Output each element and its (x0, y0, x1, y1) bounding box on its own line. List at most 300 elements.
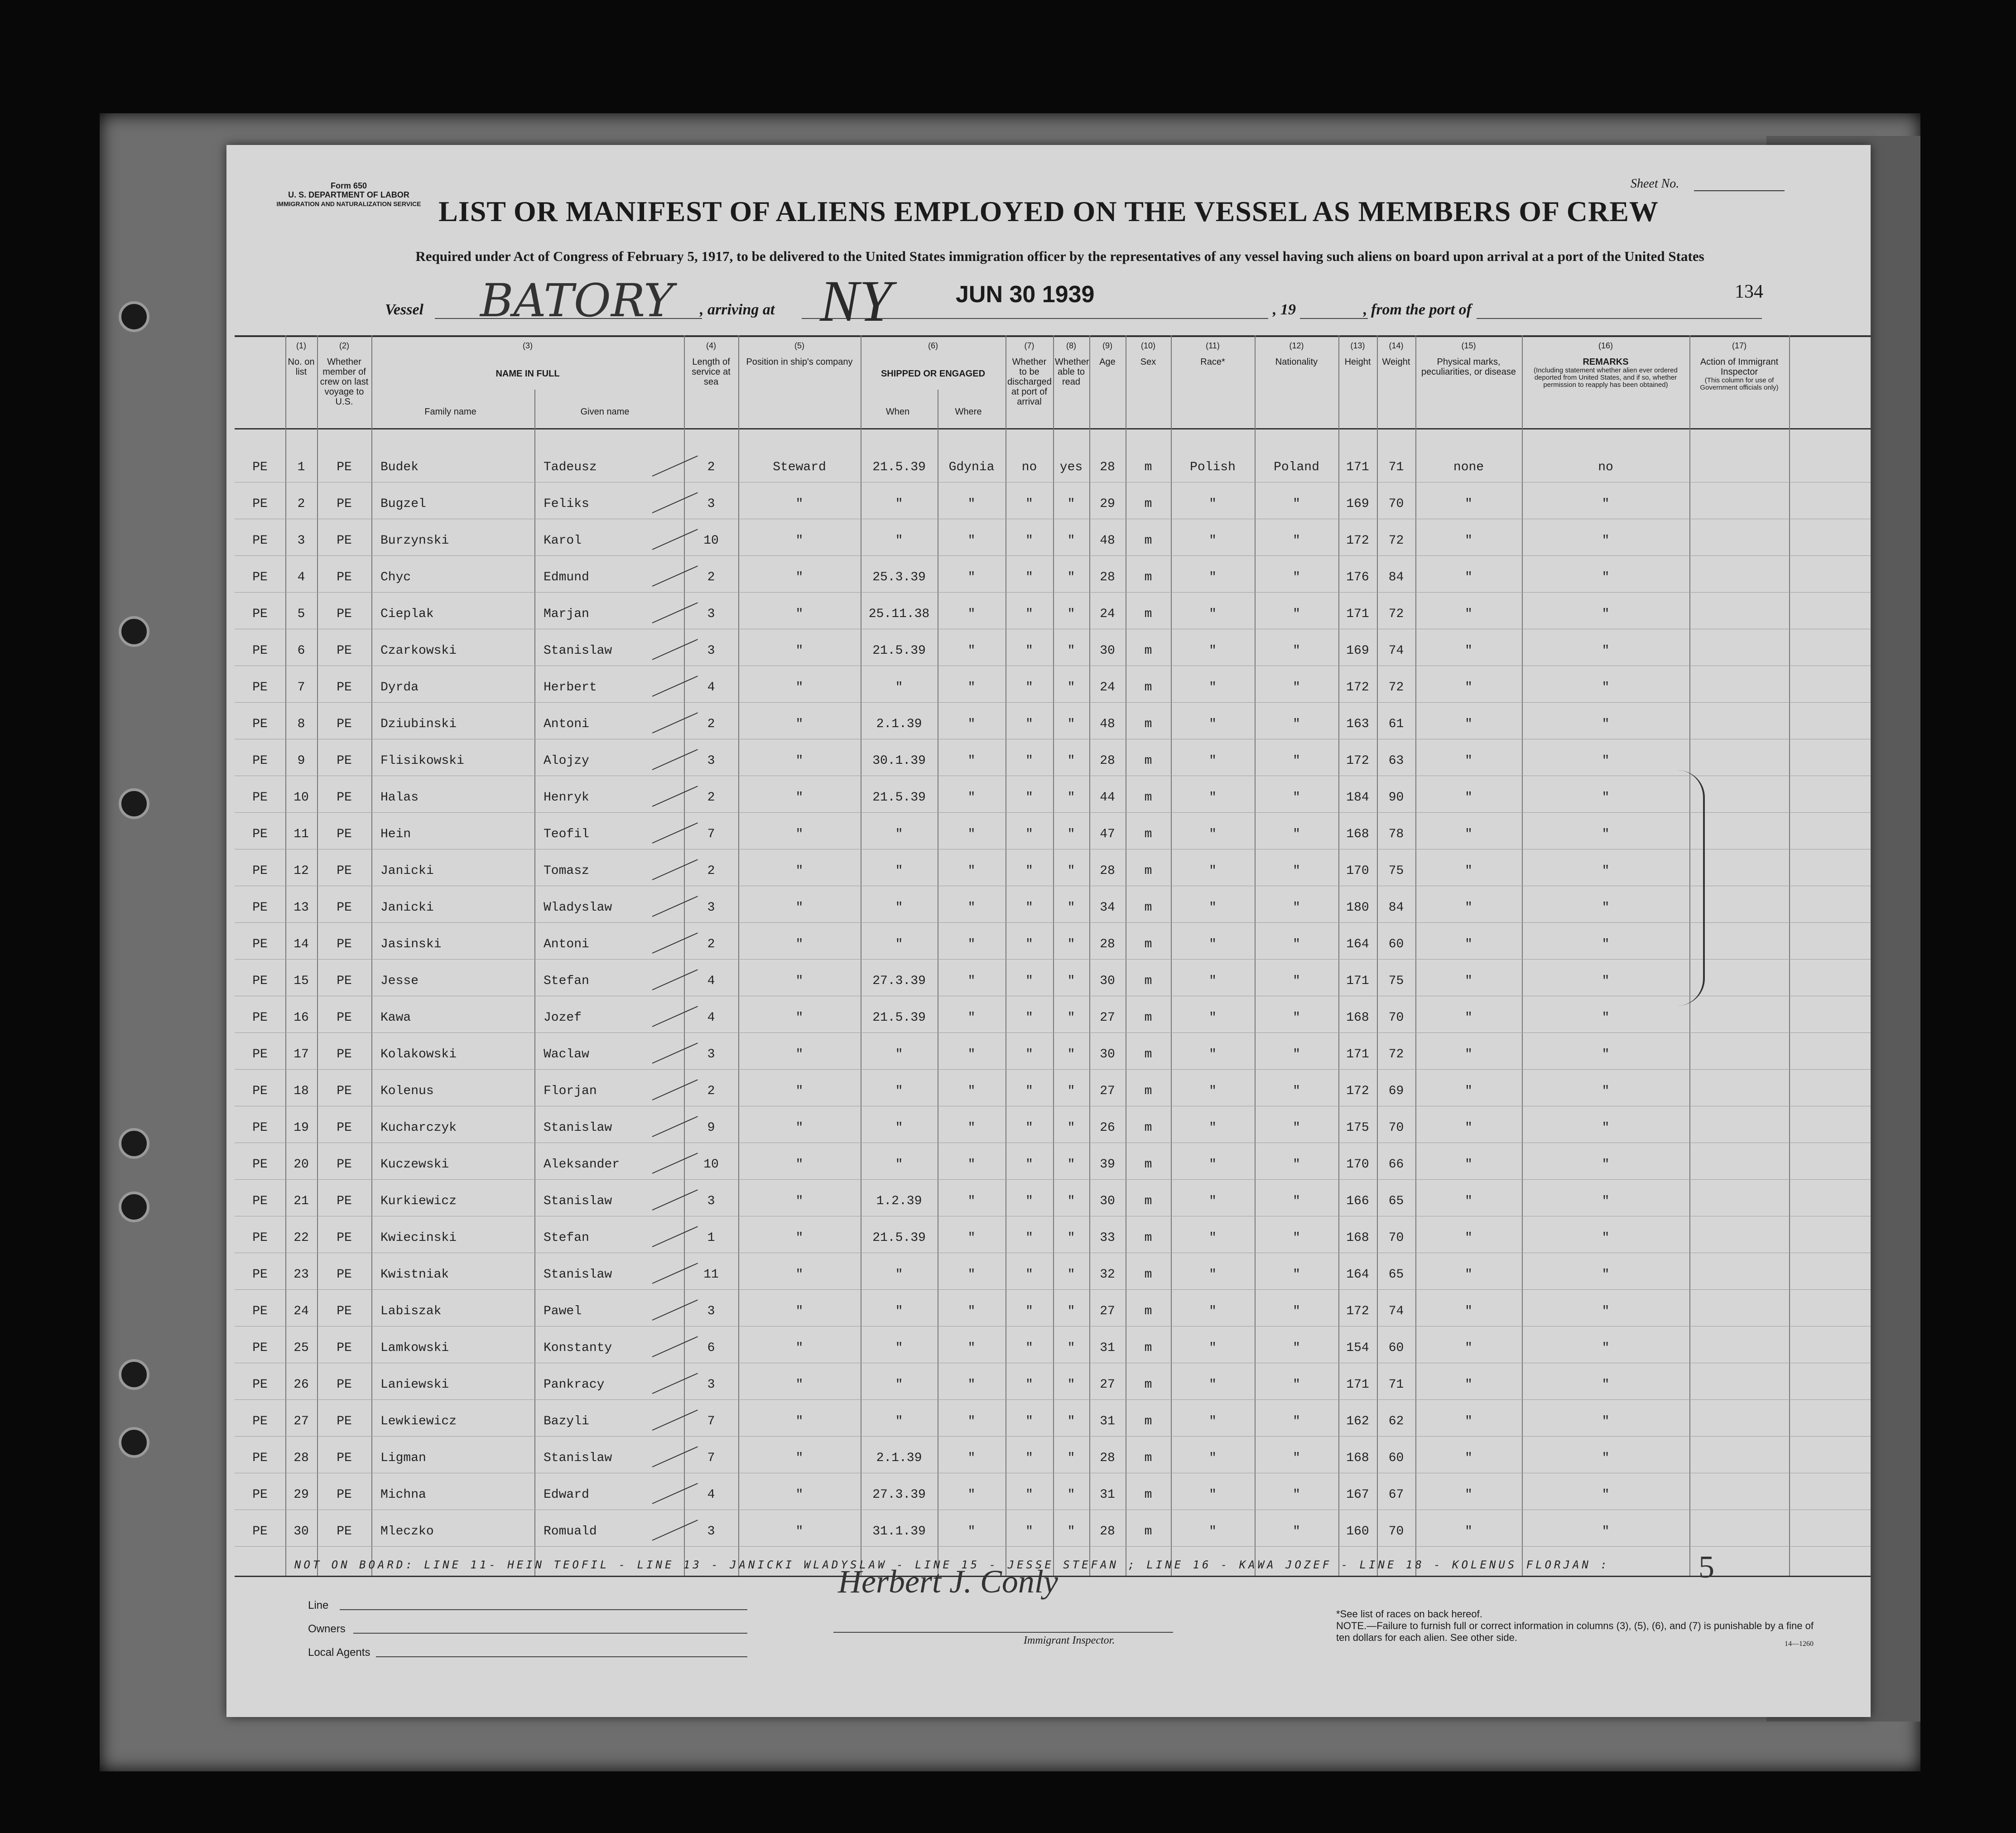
cell-when: " (895, 1304, 903, 1318)
cell-height: 162 (1346, 1414, 1369, 1428)
cell-where: " (967, 644, 976, 658)
cell-given: Pawel (544, 1304, 582, 1318)
column-header (740, 341, 859, 367)
cell-no: 22 (293, 1231, 309, 1245)
cell-sex: m (1144, 1304, 1152, 1318)
cell-height: 168 (1346, 827, 1369, 841)
column-header (1691, 341, 1787, 391)
column-label: Length of service at sea (692, 357, 731, 387)
cell-nationality: " (1293, 937, 1300, 951)
table-row (235, 812, 1871, 813)
cell-prev: PE (337, 680, 352, 695)
cell-no: 2 (297, 497, 305, 511)
cell-prev: PE (337, 1414, 352, 1428)
cell-service: 2 (707, 460, 715, 474)
cell-when: 25.11.38 (868, 607, 930, 621)
cell-race: " (1209, 534, 1217, 548)
cell-read: " (1067, 1084, 1075, 1098)
punch-hole-icon (119, 616, 149, 647)
cell-mark: PE (252, 1011, 268, 1025)
cell-prev: PE (337, 570, 352, 584)
cell-given: Tadeusz (544, 460, 597, 474)
cell-sex: m (1144, 827, 1152, 841)
cell-prev: PE (337, 827, 352, 841)
cell-marks: " (1465, 1304, 1472, 1318)
sheet-number-label: Sheet No. (1631, 177, 1679, 191)
line-label: Line (308, 1599, 329, 1611)
cell-no: 3 (297, 534, 305, 548)
cell-race: " (1209, 1011, 1217, 1025)
cell-given: Stanislaw (544, 1194, 612, 1208)
signature-line (833, 1632, 1173, 1633)
cell-read: " (1067, 1047, 1075, 1061)
cell-position: " (795, 644, 804, 658)
cell-prev: PE (337, 1011, 352, 1025)
cell-when: " (895, 534, 903, 548)
cell-given: Teofil (544, 827, 589, 841)
cell-height: 172 (1346, 534, 1369, 548)
column-note: (This column for use of Government officials only) (1700, 376, 1779, 391)
cell-mark: PE (252, 1488, 268, 1502)
cell-weight: 74 (1388, 644, 1404, 658)
cell-no: 23 (293, 1268, 309, 1282)
cell-height: 171 (1346, 607, 1369, 621)
sub-column-label: Given name (580, 407, 630, 417)
cell-marks: " (1465, 680, 1472, 695)
cell-mark: PE (252, 754, 268, 768)
cell-position: " (795, 1268, 804, 1282)
cell-family: Chyc (380, 570, 411, 584)
cell-position: " (795, 1011, 804, 1025)
cell-position: " (795, 1084, 804, 1098)
cell-mark: PE (252, 570, 268, 584)
cell-when: " (895, 827, 903, 841)
cell-position: " (795, 717, 804, 731)
cell-read: " (1067, 1158, 1075, 1172)
cell-nationality: Poland (1274, 460, 1319, 474)
cell-position: " (795, 1231, 804, 1245)
cell-no: 25 (293, 1341, 309, 1355)
cell-age: 48 (1100, 534, 1115, 548)
cell-mark: PE (252, 1451, 268, 1465)
cell-position: " (795, 791, 804, 805)
cell-family: Czarkowski (380, 644, 457, 658)
cell-read: " (1067, 680, 1075, 695)
cell-family: Halas (380, 791, 419, 805)
column-number: (17) (1732, 341, 1747, 350)
cell-where: " (967, 1414, 976, 1428)
cell-age: 28 (1100, 570, 1115, 584)
cell-age: 28 (1100, 754, 1115, 768)
cell-height: 171 (1346, 1047, 1369, 1061)
cell-remarks: " (1602, 1231, 1610, 1245)
cell-sex: m (1144, 1524, 1152, 1539)
cell-remarks: " (1602, 607, 1610, 621)
cell-age: 31 (1100, 1341, 1115, 1355)
cell-nationality: " (1293, 864, 1300, 878)
cell-discharge: " (1025, 1341, 1033, 1355)
cell-no: 17 (293, 1047, 309, 1061)
cell-family: Bugzel (380, 497, 426, 511)
cell-read: " (1067, 1121, 1075, 1135)
cell-marks: " (1465, 570, 1472, 584)
punch-hole-icon (119, 1128, 149, 1159)
cell-prev: PE (337, 974, 352, 988)
cell-given: Antoni (544, 937, 589, 951)
cell-prev: PE (337, 1158, 352, 1172)
cell-family: Michna (380, 1488, 426, 1502)
table-row (235, 1436, 1871, 1437)
table-row (235, 922, 1871, 923)
cell-race: " (1209, 1194, 1217, 1208)
cell-marks: " (1465, 1158, 1472, 1172)
cell-discharge: " (1025, 607, 1033, 621)
cell-marks: " (1465, 1488, 1472, 1502)
cell-when: " (895, 1341, 903, 1355)
cell-age: 28 (1100, 1524, 1115, 1539)
cell-nationality: " (1293, 1488, 1300, 1502)
column-header (1524, 341, 1688, 389)
column-number: (9) (1102, 341, 1112, 350)
cell-family: Kwistniak (380, 1268, 449, 1282)
cell-no: 14 (293, 937, 309, 951)
cell-mark: PE (252, 1231, 268, 1245)
cell-position: " (795, 754, 804, 768)
cell-when: " (895, 1121, 903, 1135)
cell-weight: 90 (1388, 791, 1404, 805)
cell-sex: m (1144, 1011, 1152, 1025)
cell-remarks: " (1602, 864, 1610, 878)
arriving-label: , arriving at (700, 301, 775, 318)
cell-remarks: " (1602, 1451, 1610, 1465)
cell-given: Henryk (544, 791, 589, 805)
cell-remarks: " (1602, 1047, 1610, 1061)
cell-discharge: " (1025, 901, 1033, 915)
cell-prev: PE (337, 1268, 352, 1282)
cell-where: " (967, 570, 976, 584)
cell-service: 4 (707, 680, 715, 695)
cell-remarks: " (1602, 901, 1610, 915)
column-number: (16) (1598, 341, 1613, 350)
cell-height: 164 (1346, 937, 1369, 951)
cell-race: " (1209, 1084, 1217, 1098)
cell-discharge: " (1025, 1451, 1033, 1465)
cell-race: " (1209, 1304, 1217, 1318)
cell-service: 9 (707, 1121, 715, 1135)
cell-where: " (967, 1524, 976, 1539)
arriving-port-handwritten: NY (820, 269, 892, 334)
cell-when: 31.1.39 (872, 1524, 926, 1539)
table-row (235, 1546, 1871, 1547)
cell-service: 2 (707, 791, 715, 805)
cell-marks: " (1465, 534, 1472, 548)
cell-when: 21.5.39 (872, 791, 926, 805)
cell-sex: m (1144, 607, 1152, 621)
cell-age: 30 (1100, 974, 1115, 988)
cell-age: 33 (1100, 1231, 1115, 1245)
cell-nationality: " (1293, 901, 1300, 915)
cell-marks: " (1465, 644, 1472, 658)
cell-sex: m (1144, 1378, 1152, 1392)
cell-where: " (967, 1194, 976, 1208)
cell-mark: PE (252, 1121, 268, 1135)
cell-family: Jasinski (380, 937, 442, 951)
cell-weight: 75 (1388, 864, 1404, 878)
cell-discharge: no (1021, 460, 1037, 474)
cell-position: " (795, 1158, 804, 1172)
column-number: (12) (1289, 341, 1304, 350)
cell-prev: PE (337, 497, 352, 511)
cell-when: " (895, 937, 903, 951)
cell-mark: PE (252, 717, 268, 731)
cell-position: " (795, 1304, 804, 1318)
cell-sex: m (1144, 1121, 1152, 1135)
column-number: (3) (523, 341, 533, 350)
cell-where: " (967, 791, 976, 805)
cell-height: 164 (1346, 1268, 1369, 1282)
cell-weight: 70 (1388, 497, 1404, 511)
cell-family: Mleczko (380, 1524, 434, 1539)
cell-sex: m (1144, 717, 1152, 731)
cell-where: " (967, 717, 976, 731)
cell-height: 171 (1346, 974, 1369, 988)
column-header (1340, 341, 1375, 367)
cell-height: 180 (1346, 901, 1369, 915)
cell-nationality: " (1293, 1341, 1300, 1355)
cell-nationality: " (1293, 754, 1300, 768)
table-row (235, 1326, 1871, 1327)
cell-weight: 72 (1388, 1047, 1404, 1061)
cell-mark: PE (252, 1414, 268, 1428)
cell-no: 12 (293, 864, 309, 878)
cell-weight: 60 (1388, 1451, 1404, 1465)
cell-discharge: " (1025, 754, 1033, 768)
cell-given: Jozef (544, 1011, 582, 1025)
cell-nationality: " (1293, 791, 1300, 805)
cell-weight: 62 (1388, 1414, 1404, 1428)
cell-read: " (1067, 1194, 1075, 1208)
cell-prev: PE (337, 1047, 352, 1061)
table-row (235, 1289, 1871, 1290)
handwritten-tally: 5 (1698, 1550, 1714, 1585)
cell-where: " (967, 1488, 976, 1502)
cell-sex: m (1144, 1194, 1152, 1208)
cell-read: " (1067, 1304, 1075, 1318)
cell-discharge: " (1025, 680, 1033, 695)
cell-when: " (895, 901, 903, 915)
cell-nationality: " (1293, 1121, 1300, 1135)
cell-given: Bazyli (544, 1414, 589, 1428)
cell-marks: " (1465, 497, 1472, 511)
cell-service: 3 (707, 644, 715, 658)
cell-discharge: " (1025, 1121, 1033, 1135)
cell-prev: PE (337, 1378, 352, 1392)
cell-nationality: " (1293, 1378, 1300, 1392)
cell-remarks: " (1602, 754, 1610, 768)
cell-height: 172 (1346, 1084, 1369, 1098)
cell-no: 1 (297, 460, 305, 474)
cell-discharge: " (1025, 1268, 1033, 1282)
cell-sex: m (1144, 754, 1152, 768)
cell-weight: 71 (1388, 460, 1404, 474)
cell-prev: PE (337, 1121, 352, 1135)
cell-sex: m (1144, 497, 1152, 511)
cell-where: " (967, 607, 976, 621)
cell-read: yes (1059, 460, 1083, 474)
cell-when: " (895, 680, 903, 695)
cell-age: 28 (1100, 1451, 1115, 1465)
cell-read: " (1067, 827, 1075, 841)
column-label: Whether able to read (1055, 357, 1089, 387)
cell-service: 1 (707, 1231, 715, 1245)
cell-discharge: " (1025, 1231, 1033, 1245)
cell-read: " (1067, 901, 1075, 915)
cell-family: Cieplak (380, 607, 434, 621)
cell-no: 16 (293, 1011, 309, 1025)
cell-where: " (967, 497, 976, 511)
column-header (1007, 341, 1051, 407)
cell-when: " (895, 1268, 903, 1282)
cell-weight: 84 (1388, 901, 1404, 915)
cell-read: " (1067, 1378, 1075, 1392)
cell-age: 24 (1100, 680, 1115, 695)
cell-age: 34 (1100, 901, 1115, 915)
cell-when: 21.5.39 (872, 460, 926, 474)
cell-mark: PE (252, 534, 268, 548)
cell-no: 28 (293, 1451, 309, 1465)
cell-service: 11 (703, 1268, 719, 1282)
cell-nationality: " (1293, 827, 1300, 841)
cell-given: Wladyslaw (544, 901, 612, 915)
column-rule (371, 335, 372, 1577)
cell-marks: " (1465, 864, 1472, 878)
cell-read: " (1067, 717, 1075, 731)
cell-nationality: " (1293, 534, 1300, 548)
punch-hole-icon (119, 1427, 149, 1458)
cell-when: " (895, 1378, 903, 1392)
cell-weight: 63 (1388, 754, 1404, 768)
cell-nationality: " (1293, 680, 1300, 695)
form-number: Form 650 (330, 181, 367, 190)
cell-position: " (795, 1341, 804, 1355)
cell-nationality: " (1293, 1084, 1300, 1098)
cell-where: " (967, 1451, 976, 1465)
manifest-form (226, 145, 1871, 1717)
cell-when: 2.1.39 (876, 717, 922, 731)
cell-family: Laniewski (380, 1378, 449, 1392)
cell-nationality: " (1293, 1231, 1300, 1245)
service-name: IMMIGRATION AND NATURALIZATION SERVICE (276, 200, 421, 207)
cell-when: 27.3.39 (872, 1488, 926, 1502)
column-label: Action of Immigrant Inspector (1700, 357, 1779, 377)
cell-given: Stefan (544, 1231, 589, 1245)
cell-marks: " (1465, 1414, 1472, 1428)
cell-remarks: " (1602, 974, 1610, 988)
cell-when: " (895, 864, 903, 878)
cell-where: " (967, 1268, 976, 1282)
cell-family: Budek (380, 460, 419, 474)
cell-nationality: " (1293, 1194, 1300, 1208)
cell-race: " (1209, 497, 1217, 511)
cell-remarks: " (1602, 1341, 1610, 1355)
cell-read: " (1067, 534, 1075, 548)
handwritten-bracket (1676, 770, 1705, 1006)
cell-given: Pankracy (544, 1378, 605, 1392)
cell-family: Hein (380, 827, 411, 841)
cell-given: Stefan (544, 974, 589, 988)
cell-sex: m (1144, 1488, 1152, 1502)
cell-height: 176 (1346, 570, 1369, 584)
cell-race: " (1209, 1268, 1217, 1282)
cell-race: " (1209, 937, 1217, 951)
cell-marks: " (1465, 791, 1472, 805)
cell-age: 28 (1100, 460, 1115, 474)
column-header (862, 341, 1004, 417)
cell-race: " (1209, 1047, 1217, 1061)
cell-family: Jesse (380, 974, 419, 988)
cell-discharge: " (1025, 937, 1033, 951)
cell-prev: PE (337, 901, 352, 915)
punch-hole-icon (119, 301, 149, 332)
cell-remarks: " (1602, 1158, 1610, 1172)
cell-marks: " (1465, 1011, 1472, 1025)
punch-hole-icon (119, 1359, 149, 1390)
race-footnote: *See list of races on back hereof. (1336, 1608, 1482, 1620)
cell-mark: PE (252, 460, 268, 474)
cell-nationality: " (1293, 1047, 1300, 1061)
column-header (1173, 341, 1253, 367)
cell-race: " (1209, 644, 1217, 658)
cell-weight: 70 (1388, 1231, 1404, 1245)
form-code: 14—1260 (1785, 1640, 1814, 1648)
cell-nationality: " (1293, 974, 1300, 988)
cell-age: 28 (1100, 864, 1115, 878)
cell-given: Tomasz (544, 864, 589, 878)
cell-service: 3 (707, 1194, 715, 1208)
cell-no: 30 (293, 1524, 309, 1539)
cell-prev: PE (337, 717, 352, 731)
cell-mark: PE (252, 1194, 268, 1208)
cell-no: 9 (297, 754, 305, 768)
cell-race: " (1209, 827, 1217, 841)
local-agents-label: Local Agents (308, 1646, 370, 1659)
column-label: Physical marks, peculiarities, or disease (1421, 357, 1516, 377)
cell-nationality: " (1293, 1524, 1300, 1539)
column-header (319, 341, 370, 407)
column-number: (7) (1024, 341, 1034, 350)
cell-discharge: " (1025, 1047, 1033, 1061)
cell-age: 27 (1100, 1378, 1115, 1392)
cell-weight: 72 (1388, 680, 1404, 695)
cell-height: 170 (1346, 1158, 1369, 1172)
cell-family: Kwiecinski (380, 1231, 457, 1245)
cell-service: 3 (707, 901, 715, 915)
cell-marks: " (1465, 1047, 1472, 1061)
cell-marks: " (1465, 974, 1472, 988)
table-row (235, 555, 1871, 556)
cell-prev: PE (337, 791, 352, 805)
cell-prev: PE (337, 754, 352, 768)
cell-family: Ligman (380, 1451, 426, 1465)
cell-sex: m (1144, 534, 1152, 548)
local-agents-field (376, 1656, 747, 1657)
cell-race: " (1209, 791, 1217, 805)
cell-mark: PE (252, 1378, 268, 1392)
cell-nationality: " (1293, 1011, 1300, 1025)
cell-sex: m (1144, 1231, 1152, 1245)
cell-nationality: " (1293, 644, 1300, 658)
cell-race: " (1209, 864, 1217, 878)
